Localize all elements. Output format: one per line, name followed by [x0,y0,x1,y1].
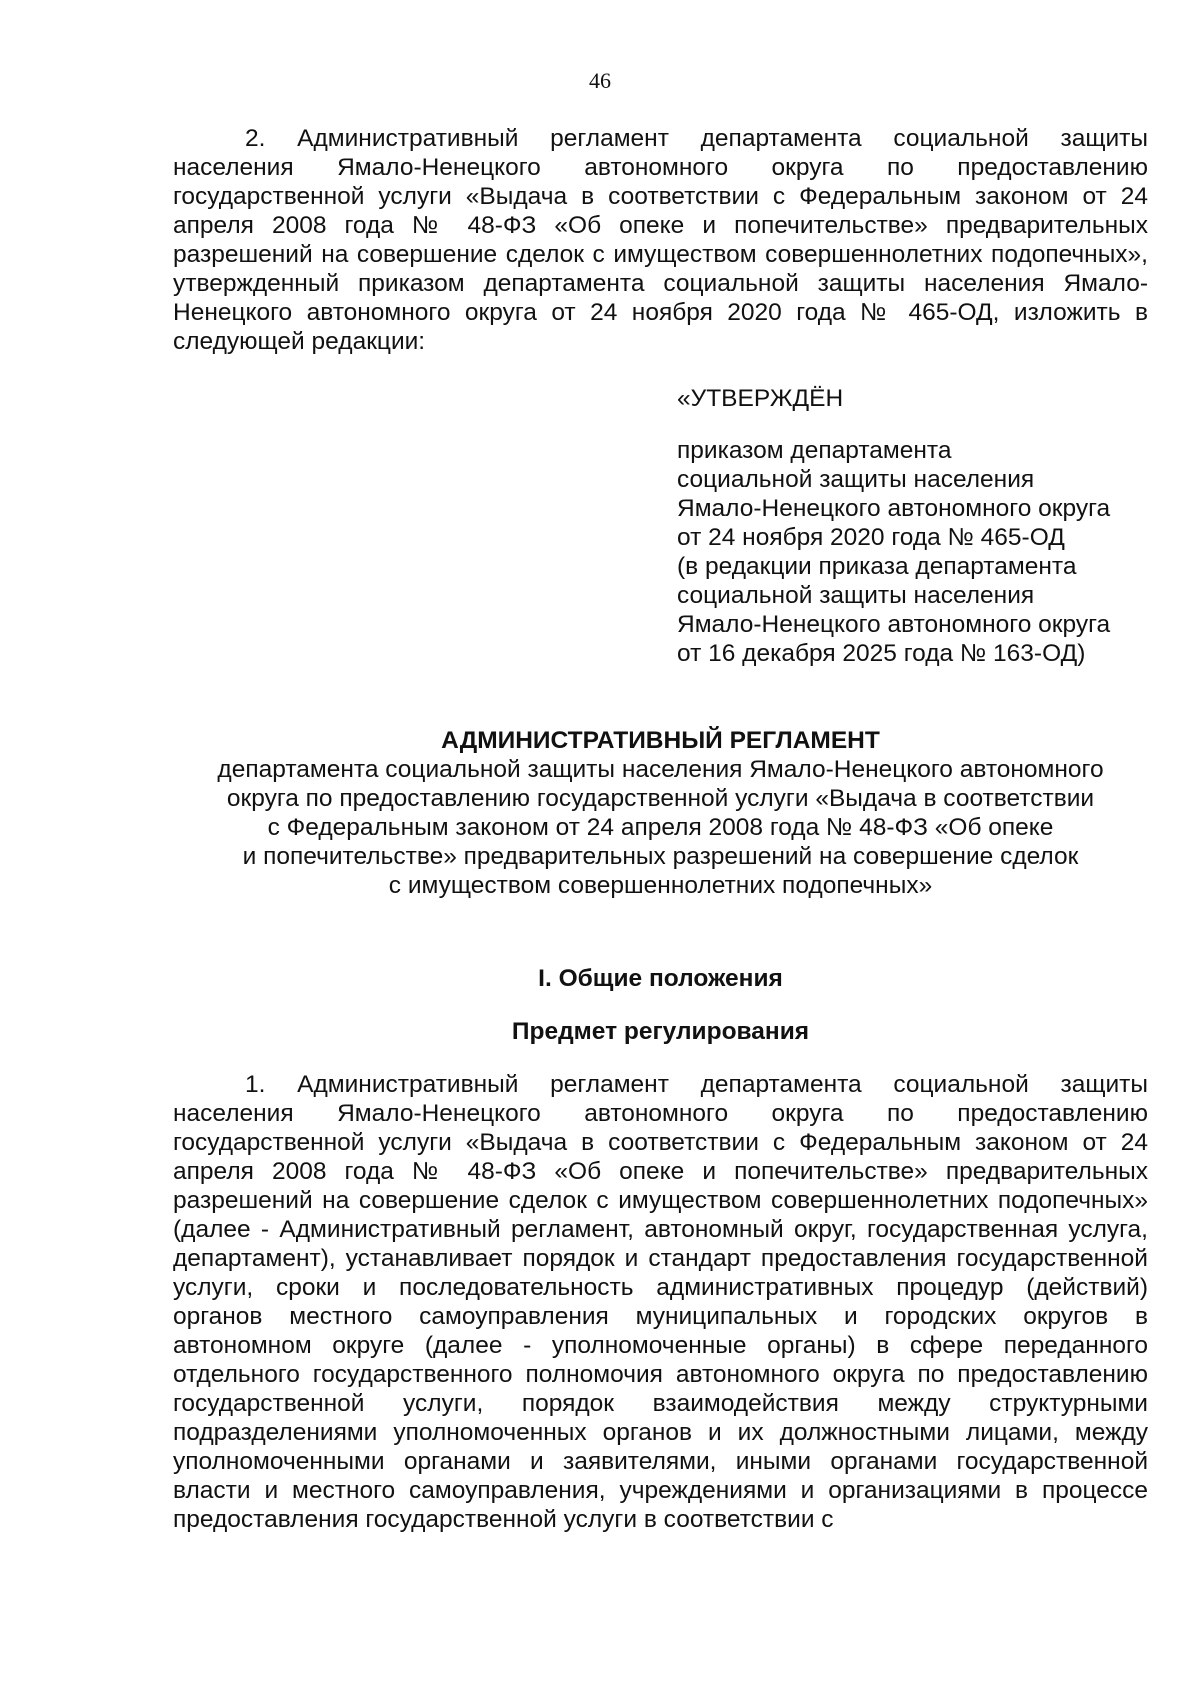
approval-line: социальной защиты населения [677,582,1035,609]
approval-line: Ямало-Ненецкого автономного округа [677,495,1111,522]
subsection-title: Предмет регулирования [511,1018,810,1045]
document-body [173,124,1148,1534]
section-title: I. Общие положения [538,965,783,992]
approval-line: от 24 ноября 2020 года № 465-ОД [677,524,1065,551]
regulation-subtitle [191,755,1131,900]
regulation-subtitle-line: округа по предоставлению государственной услуги «Выдача в соответствии [226,785,1095,812]
regulation-subtitle-line: департамента социальной защиты населения Ямало-Ненецкого автономного [217,756,1104,783]
approval-line: от 16 декабря 2025 года № 163-ОД) [677,640,1086,667]
regulation-title: АДМИНИСТРАТИВНЫЙ РЕГЛАМЕНТ [441,727,880,754]
approval-line: социальной защиты населения [677,466,1035,493]
regulation-subtitle-line: с Федеральным законом от 24 апреля 2008 года № 48-ФЗ «Об опеке [267,814,1054,841]
approval-title: «УТВЕРЖДЁН [677,385,844,412]
page-number: 46 [589,68,611,93]
approval-line: Ямало-Ненецкого автономного округа [677,611,1111,638]
approval-line: приказом департамента [677,437,952,464]
regulation-subtitle-line: с имуществом совершеннолетних подопечных» [388,872,933,899]
regulation-paragraph-1: 1. Административный регламент департамента социальной защиты населения Ямало-Ненецкого автономного округа по предоставлению государственной услуги «Выдача в соответствии с Федеральным законом от 24 апреля 2008 года № 48-ФЗ «Об опеке и попечительстве» предварительных разрешений на совершение сделок с имуществом совершеннолетних подопечных» (далее - Административный регламент, автономный округ, государственная услуга, департамент), устанавливает порядок и стандарт предоставления государственной услуги, сроки и последовательность административных процедур (действий) органов местного самоуправления муниципальных и городских округов в автономном округе (далее - уполномоченные органы) в сфере переданного отдельного государственного полномочия автономного округа по предоставлению государственной услуги, порядок взаимодействия между структурными подразделениями уполномоченных органов и их должностными лицами, между уполномоченными органами и заявителями, иными органами государственной власти и местного самоуправления, учреждениями и организациями в процессе предоставления государственной услуги в соответствии с [173,1071,1148,1533]
approval-line: (в редакции приказа департамента [677,553,1077,580]
approval-block [677,384,1148,668]
amendment-paragraph: 2. Административный регламент департамента социальной защиты населения Ямало-Ненецкого автономного округа по предоставлению государственной услуги «Выдача в соответствии с Федеральным законом от 24 апреля 2008 года № 48-ФЗ «Об опеке и попечительстве» предварительных разрешений на совершение сделок с имуществом совершеннолетних подопечных», утвержденный приказом департамента социальной защиты населения Ямало-Ненецкого автономного округа от 24 ноября 2020 года № 465-ОД, изложить в следующей редакции: [173,125,1148,355]
regulation-subtitle-line: и попечительстве» предварительных разрешений на совершение сделок [242,843,1079,870]
